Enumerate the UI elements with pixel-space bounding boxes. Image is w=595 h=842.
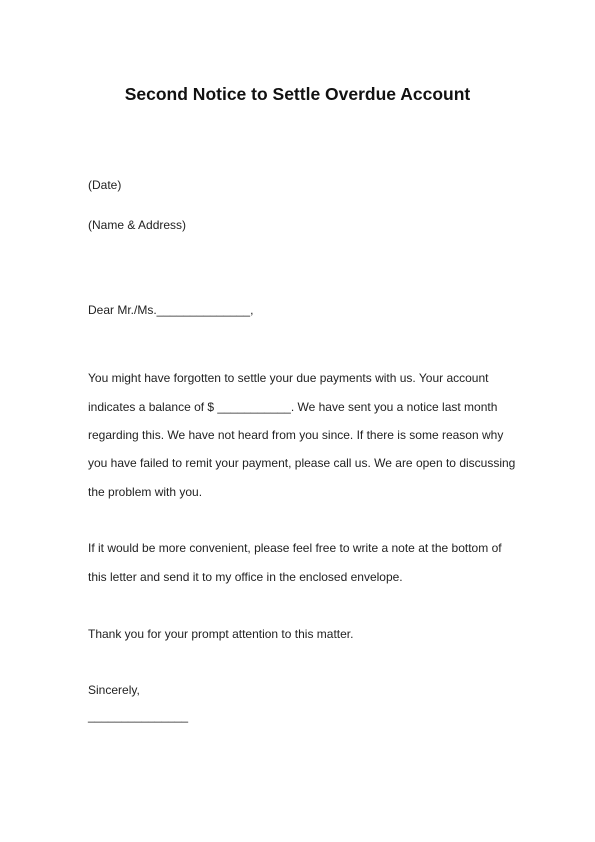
paragraph1-line: regarding this. We have not heard from you since. If there is some reason why bbox=[88, 428, 504, 442]
paragraph1-line: the problem with you. bbox=[88, 485, 203, 499]
name-address-placeholder: (Name & Address) bbox=[88, 218, 187, 232]
signature-line: _______________ bbox=[88, 709, 189, 723]
salutation: Dear Mr./Ms.______________, bbox=[88, 303, 254, 317]
paragraph1-line: you have failed to remit your payment, please call us. We are open to discussing bbox=[88, 456, 516, 470]
paragraph3: Thank you for your prompt attention to this matter. bbox=[88, 627, 354, 641]
closing: Sincerely, bbox=[88, 683, 140, 697]
paragraph2-line: this letter and send it to my office in the enclosed envelope. bbox=[88, 570, 403, 584]
paragraph1-line: You might have forgotten to settle your due payments with us. Your account bbox=[88, 371, 489, 385]
paragraph1-line: indicates a balance of $ ___________. We have sent you a notice last month bbox=[88, 400, 498, 414]
paragraph2-line: If it would be more convenient, please feel free to write a note at the bottom of bbox=[88, 541, 502, 555]
date-placeholder: (Date) bbox=[88, 178, 122, 192]
document-title: Second Notice to Settle Overdue Account bbox=[124, 84, 471, 104]
